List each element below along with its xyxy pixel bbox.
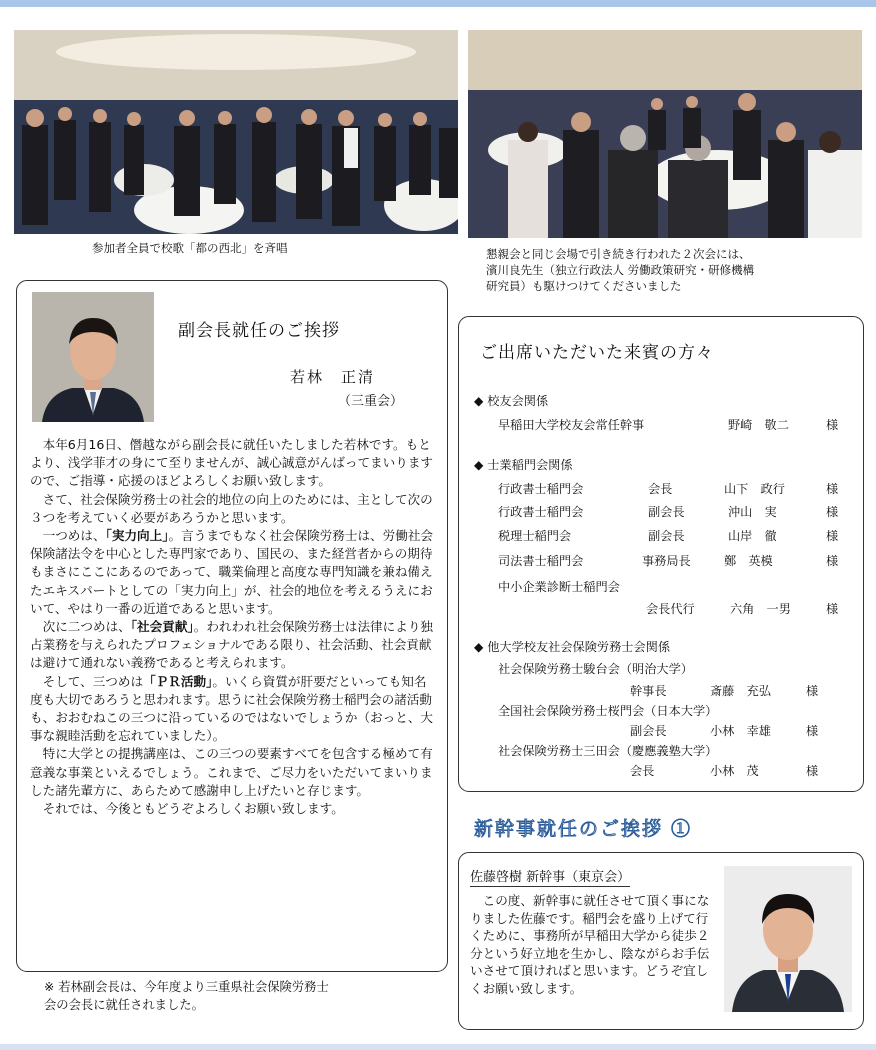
guest-role: 副会長 (648, 505, 685, 519)
message-paragraph (30, 618, 436, 673)
message-text: 。いくら資質が肝要だといっても知名度も大切であろうと思われます。思うに社会保険労務士稲門会の諸活動も、おおむねこの三つに沿っているのではないでしょうか（おっと、大事な親睦活動を忘れていました）。 (30, 673, 433, 744)
message-paragraph (30, 436, 436, 491)
vice-president-name: 若林 正清 (290, 368, 376, 386)
message-paragraph (30, 745, 436, 800)
guest-section-label: ◆ 校友会関係 (474, 394, 549, 408)
guest-name: 小林 茂 (710, 764, 759, 778)
guest-list-title: ご出席いただいた来賓の方々 (480, 343, 714, 363)
guest-organization: 税理士稲門会 (498, 529, 572, 543)
vice-president-message (30, 436, 436, 818)
guest-organization: 社会保険労務士駿台会（明治大学） (498, 662, 693, 676)
right-caption-line: 研究員）も駆けつけてくださいました (486, 279, 682, 293)
new-director-branch: （東京会） (565, 870, 631, 885)
guest-role: 幹事長 (630, 684, 667, 698)
message-text: さて、社会保険労務士の社会的地位の向上のためには、主として次の３つを考えていく必要があろうかと思います。 (30, 491, 433, 525)
guest-honorific: 様 (826, 529, 839, 543)
guest-name: 小林 幸雄 (710, 724, 771, 738)
vice-president-note (44, 978, 434, 1014)
guest-name: 野崎 敬二 (728, 418, 789, 432)
vice-president-title: 副会長就任のご挨拶 (178, 321, 340, 341)
new-director-section-heading: 新幹事就任のご挨拶 ① (474, 818, 693, 840)
guest-role: 副会長 (648, 529, 685, 543)
new-director-message-text: この度、新幹事に就任させて頂く事になりました佐藤です。稲門会を盛り上げて行くために、事務所が早稲田大学から徒歩２分という好立地を生かし、陰ながらお手伝いさせて頂ければと思います。どうぞ宜しくお願い致します。 (470, 893, 710, 996)
guest-role: 副会長 (630, 724, 667, 738)
guest-role: 事務局長 (642, 554, 691, 568)
guest-honorific: 様 (806, 724, 819, 738)
new-director-portrait (724, 866, 852, 1012)
message-text: それでは、今後ともどうぞよろしくお願い致します。 (42, 801, 344, 817)
bottom-accent-bar (0, 1044, 876, 1050)
guest-name: 六角 一男 (730, 602, 791, 616)
guest-honorific: 様 (826, 602, 839, 616)
guest-name: 山下 政行 (724, 482, 785, 496)
right-caption-line: 濱川良先生（独立行政法人 労働政策研究・研修機構 (486, 263, 755, 277)
emphasis-text: 「社会貢献」 (130, 619, 194, 635)
guest-name: 沖山 実 (728, 505, 777, 519)
left-photo-caption: 参加者全員で校歌「都の西北」を斉唱 (92, 241, 288, 255)
message-paragraph (30, 673, 436, 746)
guest-organization: 早稲田大学校友会常任幹事 (498, 418, 645, 432)
guest-name: 鄭 英模 (724, 554, 773, 568)
guest-role: 会長 (648, 482, 673, 496)
event-photo-after-party (468, 30, 862, 238)
guest-honorific: 様 (826, 418, 839, 432)
emphasis-text: 「ＰＲ活動」 (143, 673, 213, 689)
guest-role: 会長代行 (646, 602, 695, 616)
right-caption-line: 懇親会と同じ会場で引き続き行われた２次会には、 (486, 247, 751, 261)
guest-honorific: 様 (826, 554, 839, 568)
vice-president-portrait (32, 292, 154, 422)
message-text: 。言うまでもなく社会保険労務士は、労働社会保険諸法令を中心とした専門家であり、国民の、また経営者からの期待もまさにここにあるのであって、職業倫理と高度な専門知識を兼ね備えたエキスパートとしての「実力向上」が、社会的地位を考えるうえにおいて、やはり一番の近道であると思います。 (30, 528, 433, 616)
message-paragraph (30, 491, 436, 527)
message-text: 。われわれ社会保険労務士は法律により独占業務を与えられたプロフェショナルである限り、社会活動、社会貢献は避けて通れない義務であると考えられます。 (30, 619, 433, 671)
message-text: 特に大学との提携講座は、この三つの要素すべてを包含する極めて有意義な事業といえるでしょう。これまで、ご尽力をいただいてまいりました諸先輩方に、あらためて感謝申し上げたいと存じます。 (30, 746, 433, 798)
guest-section-label: ◆ 他大学校友社会保険労務士会関係 (474, 640, 671, 654)
new-director-header (470, 866, 630, 887)
guest-honorific: 様 (806, 684, 819, 698)
guest-honorific: 様 (826, 482, 839, 496)
message-paragraph (30, 800, 436, 818)
guest-honorific: 様 (806, 764, 819, 778)
guest-section-label: ◆ 士業稲門会関係 (474, 458, 573, 472)
top-accent-bar (0, 0, 876, 7)
vice-president-branch: （三重会） (338, 394, 404, 409)
note-line: 会の会長に就任されました。 (44, 998, 204, 1012)
guest-organization: 中小企業診断士稲門会 (498, 580, 620, 594)
guest-organization: 全国社会保険労務士桜門会（日本大学） (498, 704, 718, 718)
guest-organization: 行政書士稲門会 (498, 482, 584, 496)
event-photo-singing (14, 30, 458, 234)
guest-organization: 行政書士稲門会 (498, 505, 584, 519)
new-director-message (470, 892, 710, 997)
right-photo-caption (486, 246, 856, 294)
guest-honorific: 様 (826, 505, 839, 519)
message-paragraph (30, 527, 436, 618)
note-line: ※ 若林副会長は、今年度より三重県社会保険労務士 (44, 980, 329, 994)
message-text: 次に二つめは、 (42, 619, 131, 635)
guest-role: 会長 (630, 764, 655, 778)
guest-organization: 司法書士稲門会 (498, 554, 584, 568)
guest-name: 斎藤 充弘 (710, 684, 771, 698)
guest-name: 山岸 徹 (728, 529, 777, 543)
new-director-title: 新幹事 (526, 870, 566, 885)
guest-organization: 社会保険労務士三田会（慶應義塾大学） (498, 744, 718, 758)
emphasis-text: 「実力向上」 (105, 528, 169, 544)
new-director-name: 佐藤啓樹 (470, 870, 523, 885)
message-text: 一つめは、 (42, 528, 106, 544)
message-text: 本年6月16日、僭越ながら副会長に就任いたしました若林です。もとより、浅学菲才の身にて至りませんが、誠心誠意がんばってまいりますので、ご指導・応援のほどよろしくお願い致します。 (30, 437, 433, 489)
message-text: そして、三つめは (42, 673, 144, 689)
